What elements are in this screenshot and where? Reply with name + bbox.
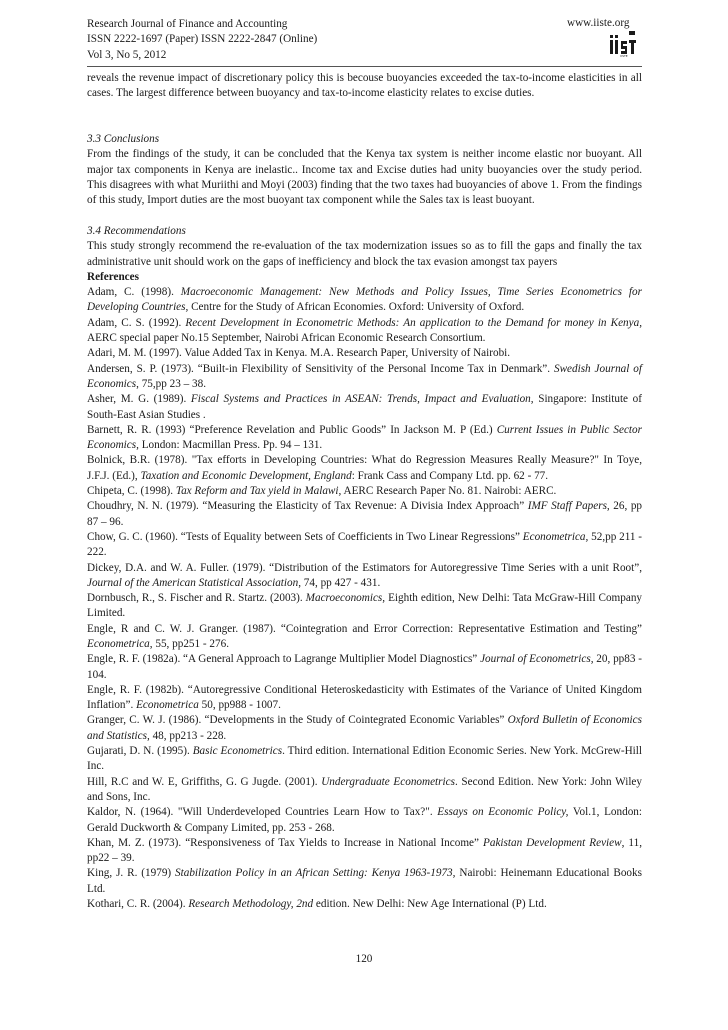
reference-text: Kaldor, N. (1964). "Will Underdeveloped Countries Learn How to Tax?". [87,806,438,819]
page-number: 120 [355,953,373,965]
reference-source-title: Macroeconomics, [305,592,386,605]
reference-text: Khan, M. Z. (1973). “Responsiveness of Tax Yields to Increase in National Income” [87,836,484,849]
references-heading: References [87,270,139,283]
reference-text: Chipeta, C. (1998). [87,485,176,498]
reference-entry [87,346,642,361]
reference-text: Vol.1, London: Gerald Duckworth & Company Limited, pp. 253 - 268. [87,806,643,834]
reference-entry [87,591,642,622]
reference-text: 48, pp213 - 228. [149,729,227,742]
reference-text: AERC special paper No.15 September, Nairobi African Economic Research Consortium. [87,332,486,345]
reference-text: . Second Edition. New York: John Wiley and Sons, Inc. [87,775,642,803]
reference-text: 20, pp83 - 104. [87,653,642,681]
reference-source-title: Econometrica [87,637,150,650]
reference-source-title: Journal of Econometrics, [480,653,594,666]
reference-entry [87,622,642,653]
reference-source-title: Pakistan Development Review [483,836,622,849]
reference-text: . Third edition. International Edition Economic Series. New York. McGrew-Hill Inc. [87,745,642,773]
reference-text: London: Macmillan Press. Pp. 94 – 131. [138,439,323,452]
issn-line: ISSN 2222-1697 (Paper) ISSN 2222-2847 (Online) [87,33,318,46]
reference-entry [87,392,642,423]
reference-entry [87,897,642,912]
reference-entry [87,316,642,347]
reference-source-title: Taxation and Economic Development, England [140,469,352,482]
reference-entry [87,775,642,806]
reference-text: Andersen, S. P. (1973). “Built-in Flexibility of Sensitivity of the Personal Income Tax in Denmark”. [87,362,554,375]
reference-text: 52,pp 211 - 222. [87,530,642,559]
reference-entry [87,652,642,683]
intro-paragraph: reveals the revenue impact of discretionary policy this is becouse buoyancies exceeded the tax-to-income elasticities in all cases. The largest difference between buoyancy and tax-to-income elasticity relates to excise duties. [87,72,642,100]
reference-text: Choudhry, N. N. (1979). “Measuring the Elasticity of Tax Revenue: A Divisia Index Approach” [87,500,528,513]
reference-source-title: Econometrica, [522,530,589,543]
header-rule [87,66,642,67]
reference-source-title: IMF Staff Papers, [527,500,610,513]
reference-entry [87,453,642,484]
reference-text: , 11, pp22 – 39. [87,836,642,865]
reference-source-title: Macroeconomic Management: New Methods and Policy Issues, Time Series Econometrics for Developing Countries, [87,286,642,314]
reference-source-title: Econometrica [136,699,199,712]
conclusions-paragraph: From the findings of the study, it can be concluded that the Kenya tax system is neither income elastic nor buoyant. All major tax components in Kenya are inelastic.. Income tax and Excise duties had unity buoyancies over the study period. This disagrees with what Muriithi and Moyi (2003) finding that the two taxes had buoyancies of above 1. From the findings of this study, Import duties are the most buoyant tax component while the Sales tax is least buoyant. [87,148,642,207]
reference-entry [87,713,642,744]
reference-entry [87,744,642,775]
reference-source-title: Recent Development in Econometric Methods: An application to the Demand for money in Kenya, [185,316,642,329]
reference-source-title: Swedish Journal of Economics [87,362,642,390]
reference-text: Adam, C. (1998). [87,286,181,299]
reference-text: Dornbusch, R., S. Fischer and R. Startz. (2003). [87,592,306,605]
reference-entry [87,530,642,561]
reference-entry [87,362,642,393]
reference-text: Engle, R. F. (1982b). “Autoregressive Conditional Heteroskedasticity with Estimates of the Variance of United Kingdom Inflation”. [87,683,642,712]
reference-text: Barnett, R. R. (1993) “Preference Revelation and Public Goods” In Jackson M. P (Ed.) [87,423,497,436]
reference-entry [87,836,642,867]
recommendations-heading: 3.4 Recommendations [87,224,186,237]
svg-text:IISTE: IISTE [620,54,628,57]
reference-source-title: Research Methodology, 2nd [188,898,314,911]
journal-url-link[interactable]: www.iiste.org [567,17,630,29]
reference-text: Bolnick, B.R. (1978). "Tax efforts in Developing Countries: What do Regression Measures Really Measure?" In Toye, J.F.J. (Ed.), [87,454,642,482]
reference-text: AERC Research Paper No. 81. Nairobi: AERC. [341,485,557,498]
reference-text: Singapore: Institute of South-East Asian Studies . [87,393,642,421]
reference-source-title: Fiscal Systems and Practices in ASEAN: Trends, Impact and Evaluation, [190,393,534,406]
reference-entry [87,683,642,714]
reference-entry [87,866,642,897]
reference-text: : Frank Cass and Company Ltd. pp. 62 - 77. [351,469,549,482]
reference-text: Adari, M. M. (1997). Value Added Tax in Kenya. M.A. Research Paper, University of Nairobi. [87,347,511,360]
journal-title: Research Journal of Finance and Accounting [87,18,288,30]
reference-text: Chow, G. C. (1960). “Tests of Equality between Sets of Coefficients in Two Linear Regressions” [87,530,523,543]
page-body [87,71,642,912]
reference-entry [87,805,642,836]
reference-source-title: Current Issues in Public Sector Economics, [87,423,642,452]
reference-text: Centre for the Study of African Economies. Oxford: University of Oxford. [188,301,525,314]
reference-source-title: Essays on Economic Policy, [437,806,569,819]
conclusions-heading: 3.3 Conclusions [87,133,160,146]
reference-text: Asher, M. G. (1989). [87,393,191,406]
reference-text: Nairobi: Heinemann Educational Books Ltd. [87,867,642,895]
reference-source-title: Oxford Bulletin of Economics and Statistics, [87,714,642,742]
reference-entry [87,499,642,530]
reference-text: , 55, pp251 - 276. [149,637,230,650]
reference-text: edition. New Delhi: New Age International (P) Ltd. [313,898,547,911]
reference-entry [87,285,642,316]
reference-entry [87,484,642,499]
reference-text: King, J. R. (1979) [87,867,176,880]
reference-source-title: Basic Econometrics [192,745,283,758]
reference-text: Kothari, C. R. (2004). [87,898,189,911]
reference-entry [87,423,642,454]
reference-text: Dickey, D.A. and W. A. Fuller. (1979). “Distribution of the Estimators for Autoregressive Time Series with a unit Root”, [87,561,642,574]
reference-text: Gujarati, D. N. (1995). [87,745,193,758]
volume-line: Vol 3, No 5, 2012 [87,48,167,61]
reference-source-title: Journal of the American Statistical Association [87,576,299,589]
reference-text: Adam, C. S. (1992). [87,316,186,329]
reference-text: Engle, R and C. W. J. Granger. (1987). “Cointegration and Error Correction: Representative Estimation and Testing” [87,622,642,635]
reference-text: Eighth edition, New Delhi: Tata McGraw-Hill Company Limited. [87,592,643,620]
reference-text: 50, pp988 - 1007. [198,699,281,712]
reference-source-title: Stabilization Policy in an African Setting: Kenya 1963-1973, [175,867,456,880]
iiste-logo [609,31,639,57]
reference-text: Granger, C. W. J. (1986). “Developments in the Study of Cointegrated Economic Variables” [87,714,508,727]
reference-text: 26, pp 87 – 96. [87,500,643,528]
reference-source-title: Undergraduate Econometrics [321,775,455,788]
recommendations-paragraph: This study strongly recommend the re-evaluation of the tax modernization issues so as to fill the gaps and finally the tax administrative unit should work on the gaps of inefficiency and block the tax evasion amongst tax payers [87,240,642,268]
reference-list [87,285,642,912]
reference-text: Engle, R. F. (1982a). “A General Approach to Lagrange Multiplier Model Diagnostics” [87,653,481,666]
reference-text: Hill, R.C and W. E, Griffiths, G. G Jugde. (2001). [87,775,322,788]
reference-text: , 74, pp 427 - 431. [298,576,381,589]
reference-text: , 75,pp 23 – 38. [136,377,207,390]
reference-entry [87,561,642,592]
reference-source-title: Tax Reform and Tax yield in Malawi, [175,485,342,498]
page-header [87,17,317,63]
